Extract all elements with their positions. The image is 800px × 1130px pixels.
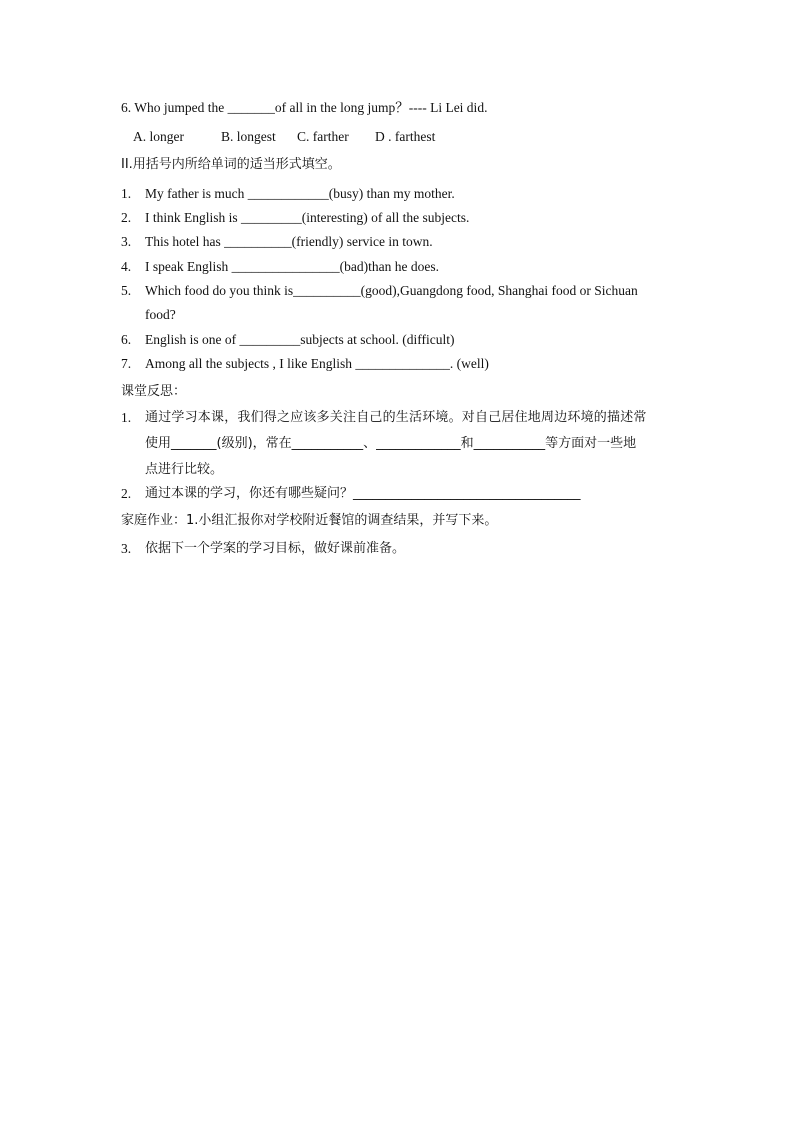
option-d: D . farthest: [375, 129, 436, 144]
fill-item-2-number: 2.: [121, 210, 132, 225]
question-6-options: [133, 128, 435, 146]
reflection-item-1-line-2: 使用_______(级别)，常在___________、_____________和___________等方面对一些地: [145, 436, 637, 451]
reflection-item-1-line-3: 点进行比较。: [145, 462, 224, 477]
fill-item-5-text: Which food do you think is__________(good),Guangdong food, Shanghai food or Sichuan: [145, 283, 638, 298]
fill-item-1-number: 1.: [121, 186, 132, 201]
reflection-item-1-number: 1.: [121, 410, 132, 425]
fill-item-4-number: 4.: [121, 259, 132, 274]
reflection-heading: 课堂反思：: [121, 384, 187, 399]
option-c: C. farther: [297, 129, 349, 144]
fill-item-7-text: Among all the subjects , I like English ______________. (well): [145, 356, 489, 371]
fill-item-7-number: 7.: [121, 356, 132, 371]
section-2-heading: II.用括号内所给单词的适当形式填空。: [121, 157, 341, 172]
fill-item-4-text: I speak English ________________(bad)than he does.: [145, 259, 439, 274]
fill-item-3-number: 3.: [121, 234, 132, 249]
fill-item-5-text-continued: food?: [145, 307, 176, 322]
homework-item-3-text: 依据下一个学案的学习目标，做好课前准备。: [145, 541, 406, 556]
fill-item-2-text: I think English is _________(interesting) of all the subjects.: [145, 210, 470, 225]
fill-item-3-text: This hotel has __________(friendly) service in town.: [145, 234, 433, 249]
homework-item-3-number: 3.: [121, 541, 132, 556]
question-6-text: 6. Who jumped the _______of all in the long jump？---- Li Lei did.: [121, 100, 488, 115]
reflection-item-1-line-1: 通过学习本课，我们得之应该多关注自己的生活环境。对自己居住地周边环境的描述常: [145, 410, 647, 425]
reflection-item-2-text: 通过本课的学习，你还有哪些疑问？___________________________________: [145, 486, 581, 501]
option-a: A. longer: [133, 129, 184, 144]
homework-heading: 家庭作业：1.小组汇报你对学校附近餐馆的调查结果，并写下来。: [121, 513, 498, 528]
reflection-item-2-number: 2.: [121, 486, 132, 501]
option-b: B. longest: [221, 129, 276, 144]
fill-item-5-number: 5.: [121, 283, 132, 298]
fill-item-6-text: English is one of _________subjects at school. (difficult): [145, 332, 455, 347]
fill-item-1-text: My father is much ____________(busy) than my mother.: [145, 186, 455, 201]
fill-item-6-number: 6.: [121, 332, 132, 347]
